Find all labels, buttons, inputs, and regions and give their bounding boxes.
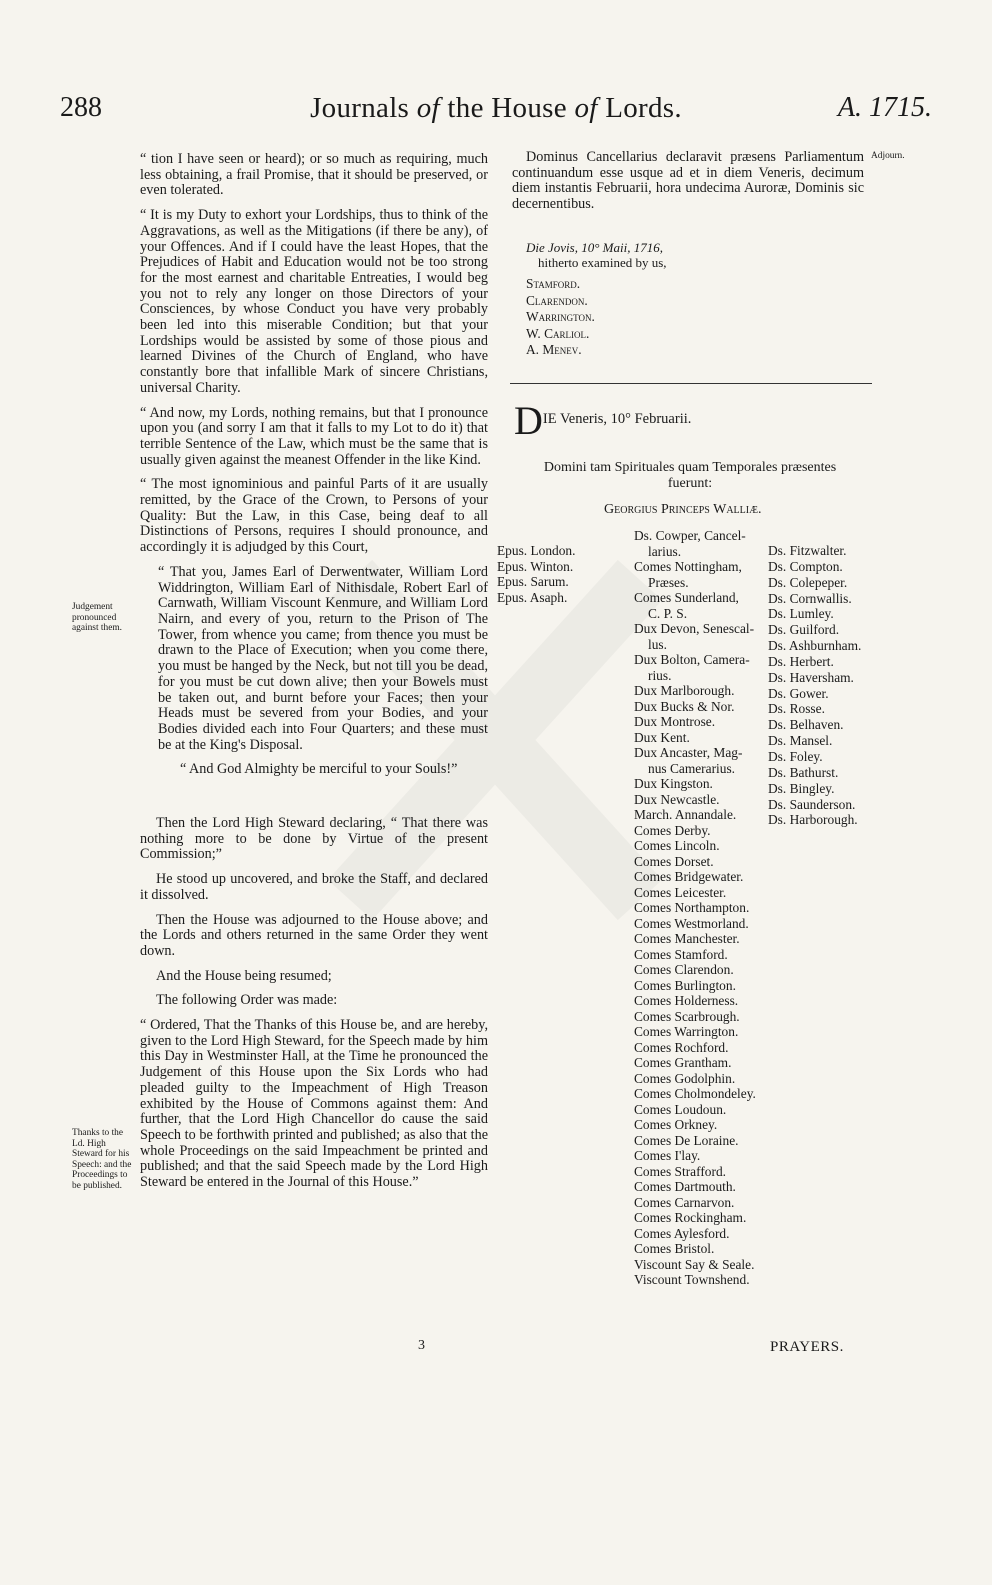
day-heading-text: IE Veneris, 10° Februarii. (542, 411, 692, 427)
paragraph: The following Order was made: (156, 992, 338, 1009)
baron-name: Ds. Foley. (768, 748, 823, 764)
peer-name: Comes Warrington. (634, 1024, 739, 1039)
peer-name: Dux Kingston. (634, 776, 713, 791)
peer-name: larius. (648, 543, 682, 559)
catchword: PRAYERS. (770, 1339, 844, 1355)
margin-note-adjourn: Adjourn. (871, 151, 905, 161)
peer-name: Dux Marlborough. (634, 683, 735, 698)
present-line: Domini tam Spirituales quam Temporales præsentes (543, 460, 837, 475)
peer-name: Ds. Cowper, Cancel- (634, 528, 746, 543)
peer-name: Comes Godolphin. (634, 1070, 736, 1086)
peer-name: Comes Holderness. (634, 993, 739, 1008)
peer-name: nus Camerarius. (648, 760, 736, 776)
peers-middle-list (634, 528, 774, 1288)
adjourn-paragraph: Dominus Cancellarius declaravit præsens Parliamentum continuandum esse usque ad et in diem Veneris, decimum diem instantis Februarii, hora undecima Auroræ, Dominis sic decernentibus. (512, 149, 864, 213)
examiner: W. Carliol. (526, 325, 590, 341)
blessing-paragraph: “ And God Almighty be merciful to your Souls!” (180, 761, 458, 778)
peer-name: Comes Orkney. (634, 1117, 718, 1132)
peer-name: rius. (648, 667, 672, 683)
peer-name: Comes Leicester. (634, 884, 727, 900)
signature-mark: 3 (418, 1338, 425, 1353)
peer-name: Comes Carnarvon. (634, 1194, 735, 1210)
peer-name: Comes Bridgewater. (634, 869, 744, 884)
bishop-name: Epus. Winton. (497, 558, 574, 574)
baron-name: Ds. Haversham. (768, 669, 854, 685)
peer-name: Comes Rochford. (634, 1039, 729, 1055)
peer-name: Comes Clarendon. (634, 962, 734, 977)
paragraph: “ The most ignominious and painful Parts of it are usually remitted, by the Grace of the Crown, to Persons of your Quality: But the Law, in this Case, being deaf to all Distinctions of Persons, requires I should pronounce, and accordingly it is adjudged by this Court, (140, 476, 488, 556)
peer-name: Comes Westmorland. (634, 915, 749, 931)
paragraph: “ tion I have seen or heard); or so much as requiring, much less obtaining, a frail Promise, that it should be preserved, or even tolerated. (140, 151, 488, 199)
examiner: Warrington. (526, 309, 595, 324)
sentence-paragraph: “ That you, James Earl of Derwentwater, William Lord Widdrington, William Earl of Nithisdale, Robert Earl of Carnwath, William Viscount Kenmure, and William Lord Nairn, and every of you, return to the Prison of The Tower, from whence you came; from thence you must be drawn to the Place of Execution; when you come there, you must be hanged by the Neck, but not till you be dead, for you must be cut down alive; then your Bowels must be taken out, and burnt before your Faces; then your Heads must be severed from your Bodies, and your Bodies divided each into Four Quarters; and these must be at the King's Disposal. (158, 563, 488, 753)
peer-name: Comes Bristol. (634, 1241, 715, 1256)
peer-name: Comes Dartmouth. (634, 1179, 736, 1194)
baron-name: Ds. Mansel. (768, 733, 833, 749)
peer-name: Viscount Say & Seale. (634, 1256, 755, 1272)
barons-list (768, 543, 861, 828)
baron-name: Ds. Belhaven. (768, 717, 844, 733)
peer-name: Comes Loudoun. (634, 1101, 727, 1117)
bishop-name: Epus. Sarum. (497, 574, 569, 589)
page-number: 288 (60, 92, 102, 123)
title-part: the (439, 92, 492, 124)
peer-name: Præses. (648, 574, 689, 590)
paragraph: “ And now, my Lords, nothing remains, but that I pronounce upon you (and sorry I am that it falls to my Lot to do it) that terrible Sentence of the Law, which must be the same that is usually given against the meanest Offender in the like Kind. (140, 404, 488, 468)
peer-name: Dux Newcastle. (634, 791, 720, 807)
present-line: fuerunt: (667, 475, 713, 491)
peer-name: Comes De Loraine. (634, 1132, 739, 1148)
peer-name: Comes Scarbrough. (634, 1008, 740, 1024)
peer-name: Dux Kent. (634, 729, 690, 745)
exam-line: hitherto examined by us, (538, 255, 667, 270)
title-part: of (416, 92, 440, 124)
examiner: Clarendon. (526, 292, 588, 308)
baron-name: Ds. Guilford. (768, 622, 840, 638)
baron-name: Ds. Bingley. (768, 780, 835, 796)
baron-name: Ds. Ashburnham. (768, 638, 862, 654)
examiner: A. Menev. (526, 342, 582, 357)
peer-name: Comes Aylesford. (634, 1225, 730, 1241)
peer-name: Viscount Townshend. (634, 1272, 750, 1287)
baron-name: Ds. Saunderson. (768, 796, 856, 812)
peer-name: Dux Ancaster, Mag- (634, 745, 743, 760)
present-heading (510, 460, 870, 491)
day-heading (514, 398, 692, 443)
title-part: Lords. (597, 92, 682, 124)
baron-name: Ds. Fitzwalter. (768, 543, 847, 558)
peer-name: Dux Montrose. (634, 714, 716, 729)
title-part: Journals (310, 92, 417, 124)
baron-name: Ds. Cornwallis. (768, 590, 852, 606)
paragraph: And the House being resumed; (156, 967, 332, 984)
peer-name: Dux Bucks & Nor. (634, 698, 735, 714)
bishops-list (497, 543, 575, 605)
baron-name: Ds. Lumley. (768, 606, 834, 622)
exam-line: Die Jovis, 10° Maii, 1716, (526, 240, 663, 255)
examiners-list (526, 276, 595, 359)
baron-name: Ds. Compton. (768, 558, 843, 574)
peer-name: Dux Bolton, Camera- (634, 652, 750, 667)
peer-name: Comes Manchester. (634, 931, 740, 946)
peer-name: Comes Northampton. (634, 900, 750, 915)
peer-name: C. P. S. (648, 605, 688, 621)
baron-name: Ds. Harborough. (768, 812, 858, 828)
paragraph: He stood up uncovered, and broke the Staff, and declared it dissolved. (140, 871, 488, 903)
drop-cap: D (514, 398, 543, 443)
title-part: of (574, 92, 598, 124)
prince-line: Georgius Princeps Walliæ. (604, 502, 762, 517)
exam-date (526, 240, 667, 270)
peer-name: Comes Cholmondeley. (634, 1086, 756, 1101)
margin-note-judgement: Judgement pronounced against them. (72, 602, 122, 633)
title-part: House (491, 92, 567, 124)
margin-note-thanks: Thanks to the Ld. High Steward for his Speech: and the Proceedings to be published. (72, 1128, 132, 1191)
examiner: Stamford. (526, 276, 581, 291)
peer-name: Comes Lincoln. (634, 838, 720, 853)
peer-name: Comes Rockingham. (634, 1210, 747, 1225)
page-year: A. 1715. (837, 92, 932, 123)
peer-name: Comes Grantham. (634, 1055, 732, 1070)
peer-name: Comes Dorset. (634, 853, 714, 869)
peer-name: March. Annandale. (634, 807, 737, 822)
peer-name: Comes Burlington. (634, 977, 736, 993)
order-paragraph: “ Ordered, That the Thanks of this House be, and are hereby, given to the Lord High Steward, for the Speech made by him this Day in Westminster Hall, at the Time he pronounced the Judgement of this House upon the Six Lords who had pleaded guilty to the Impeachment of High Treason exhibited by the House of Commons against them: And further, that the Lord High Chancellor do cause the said Speech to be forthwith printed and published; as also that the whole Proceedings on the said Impeachment be printed and published; and that the said Speech made by the Lord High Steward be entered in the Journal of this House.” (140, 1017, 488, 1191)
baron-name: Ds. Rosse. (768, 701, 825, 717)
peer-name: Comes Sunderland, (634, 590, 739, 605)
peer-name: Comes Derby. (634, 822, 711, 838)
baron-name: Ds. Bathurst. (768, 764, 839, 780)
section-divider (510, 383, 872, 384)
baron-name: Ds. Herbert. (768, 653, 834, 669)
baron-name: Ds. Colepeper. (768, 574, 848, 590)
peer-name: Dux Devon, Senescal- (634, 621, 755, 636)
paragraph: Then the House was adjourned to the House above; and the Lords and others returned in the same Order they went down. (140, 911, 488, 959)
peer-name: Comes I'lay. (634, 1148, 701, 1163)
peer-name: Comes Strafford. (634, 1163, 726, 1179)
baron-name: Ds. Gower. (768, 685, 829, 701)
paragraph: Then the Lord High Steward declaring, “ That there was nothing more to be done by Virtue of the present Commission;” (140, 815, 488, 863)
bishop-name: Epus. London. (497, 543, 576, 558)
peer-name: Comes Stamford. (634, 946, 728, 962)
left-column (140, 152, 488, 1200)
paragraph: “ It is my Duty to exhort your Lordships, thus to think of the Aggravations, as well as the Mitigations (if there be any), of your Offences. And if I could have the least Hopes, that the Prejudices of Habit and Education would not be too strong for the most earnest and charitable Entreaties, I would beg you not to rely any longer on those Directors of your Consciences, by whose Conduct you have very probably been led into this miserable Condition; but that your Lordships would be assisted by some of those pious and learned Divines of the Church of England, who have constantly bore that infallible Mark of sincere Christians, universal Charity. (140, 207, 488, 396)
bishop-name: Epus. Asaph. (497, 589, 568, 605)
peer-name: Comes Nottingham, (634, 559, 742, 574)
peer-name: lus. (648, 636, 667, 652)
